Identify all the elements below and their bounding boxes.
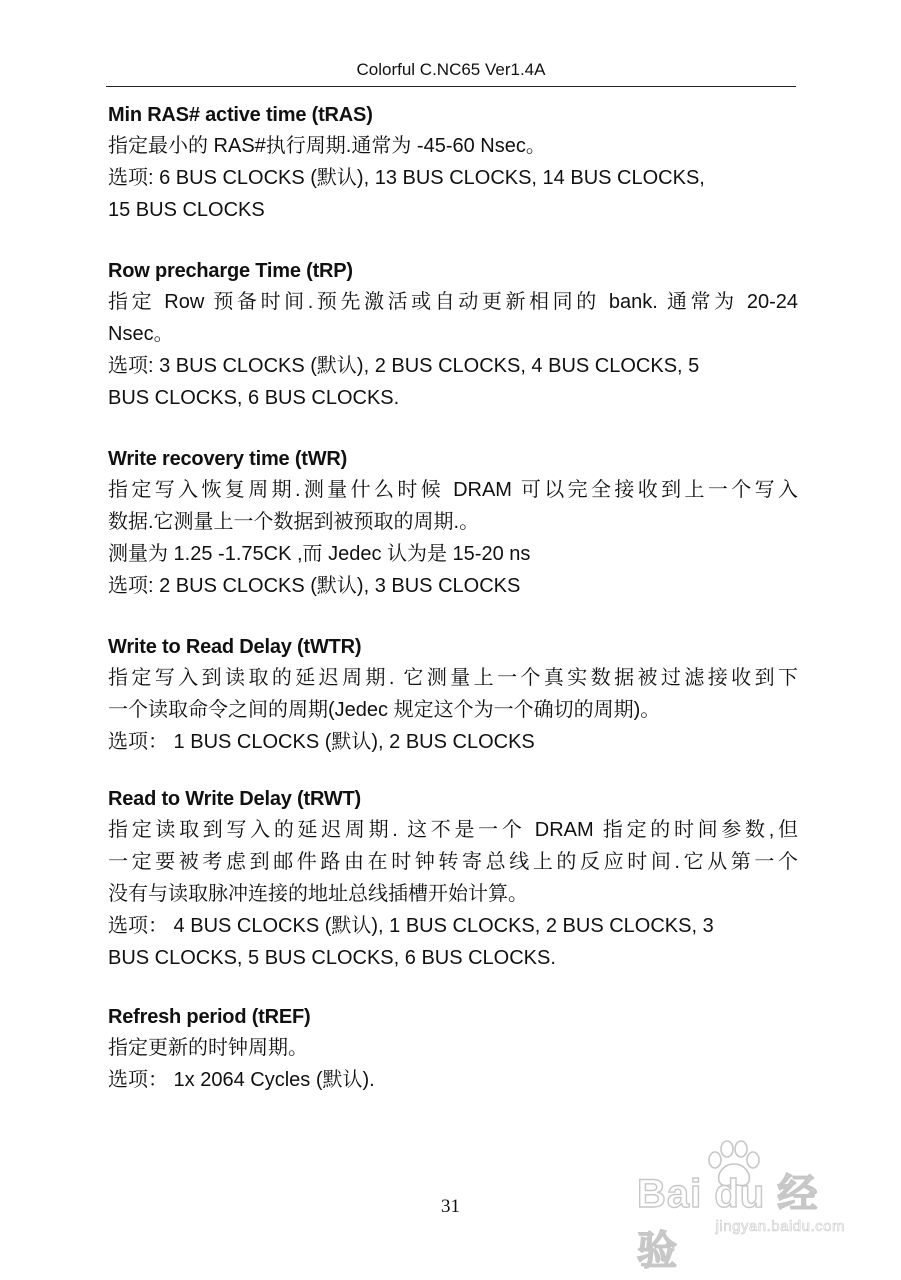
body-line: 一个读取命令之间的周期(Jedec 规定这个为一个确切的周期)。 [108,699,661,721]
section-title: Row precharge Time (tRP) [108,260,353,282]
body-line: BUS CLOCKS, 6 BUS CLOCKS. [108,387,400,409]
body-line: 指定写入到读取的延迟周期. 它测量上一个真实数据被过滤接收到下 [108,667,798,689]
section-twr [108,444,798,602]
section-tras [108,100,798,226]
body-line: 选项: 3 BUS CLOCKS (默认), 2 BUS CLOCKS, 4 BUS CLOCKS, 5 [108,355,700,377]
section-twtr [108,632,798,758]
body-line: 指定读取到写入的延迟周期. 这不是一个 DRAM 指定的时间参数,但 [108,819,798,841]
section-title: Write recovery time (tWR) [108,448,348,470]
running-header: Colorful C.NC65 Ver1.4A [356,60,546,79]
body-line: 选项： 1 BUS CLOCKS (默认), 2 BUS CLOCKS [108,731,535,753]
header-rule [106,86,796,87]
section-tref [108,1002,798,1096]
body-line: 指定 Row 预备时间.预先激活或自动更新相同的 bank. 通常为 20-24 [108,291,798,313]
body-line: 选项： 4 BUS CLOCKS (默认), 1 BUS CLOCKS, 2 BUS CLOCKS, 3 [108,915,714,937]
body-line: 测量为 1.25 -1.75CK ,而 Jedec 认为是 15-20 ns [108,543,531,565]
watermark-brand: Bai du 经验 [637,1172,819,1273]
body-line: 选项: 2 BUS CLOCKS (默认), 3 BUS CLOCKS [108,575,521,597]
body-line: Nsec。 [108,323,174,345]
section-trwt [108,784,798,974]
section-title: Read to Write Delay (tRWT) [108,788,361,810]
watermark-url: jingyan.baidu.com [715,1218,845,1235]
body-line: 选项： 1x 2064 Cycles (默认). [108,1069,375,1091]
body-line: BUS CLOCKS, 5 BUS CLOCKS, 6 BUS CLOCKS. [108,947,556,969]
body-line: 没有与读取脉冲连接的地址总线插槽开始计算。 [108,883,528,905]
body-line: 指定更新的时钟周期。 [108,1037,308,1059]
section-title: Min RAS# active time (tRAS) [108,104,373,126]
baidu-watermark [637,1140,847,1273]
body-line: 指定写入恢复周期.测量什么时候 DRAM 可以完全接收到上一个写入 [108,479,798,501]
section-trp [108,256,798,414]
body-line: 15 BUS CLOCKS [108,199,265,221]
body-line: 数据.它测量上一个数据到被预取的周期.。 [108,511,480,533]
body-line: 一定要被考虑到邮件路由在时钟转寄总线上的反应时间.它从第一个 [108,851,798,873]
body-line: 选项: 6 BUS CLOCKS (默认), 13 BUS CLOCKS, 14 BUS CLOCKS, [108,167,705,189]
section-title: Write to Read Delay (tWTR) [108,636,362,658]
page-number: 31 [441,1196,460,1217]
document-body [108,100,798,1096]
section-title: Refresh period (tREF) [108,1006,311,1028]
body-line: 指定最小的 RAS#执行周期.通常为 -45-60 Nsec。 [108,135,546,157]
